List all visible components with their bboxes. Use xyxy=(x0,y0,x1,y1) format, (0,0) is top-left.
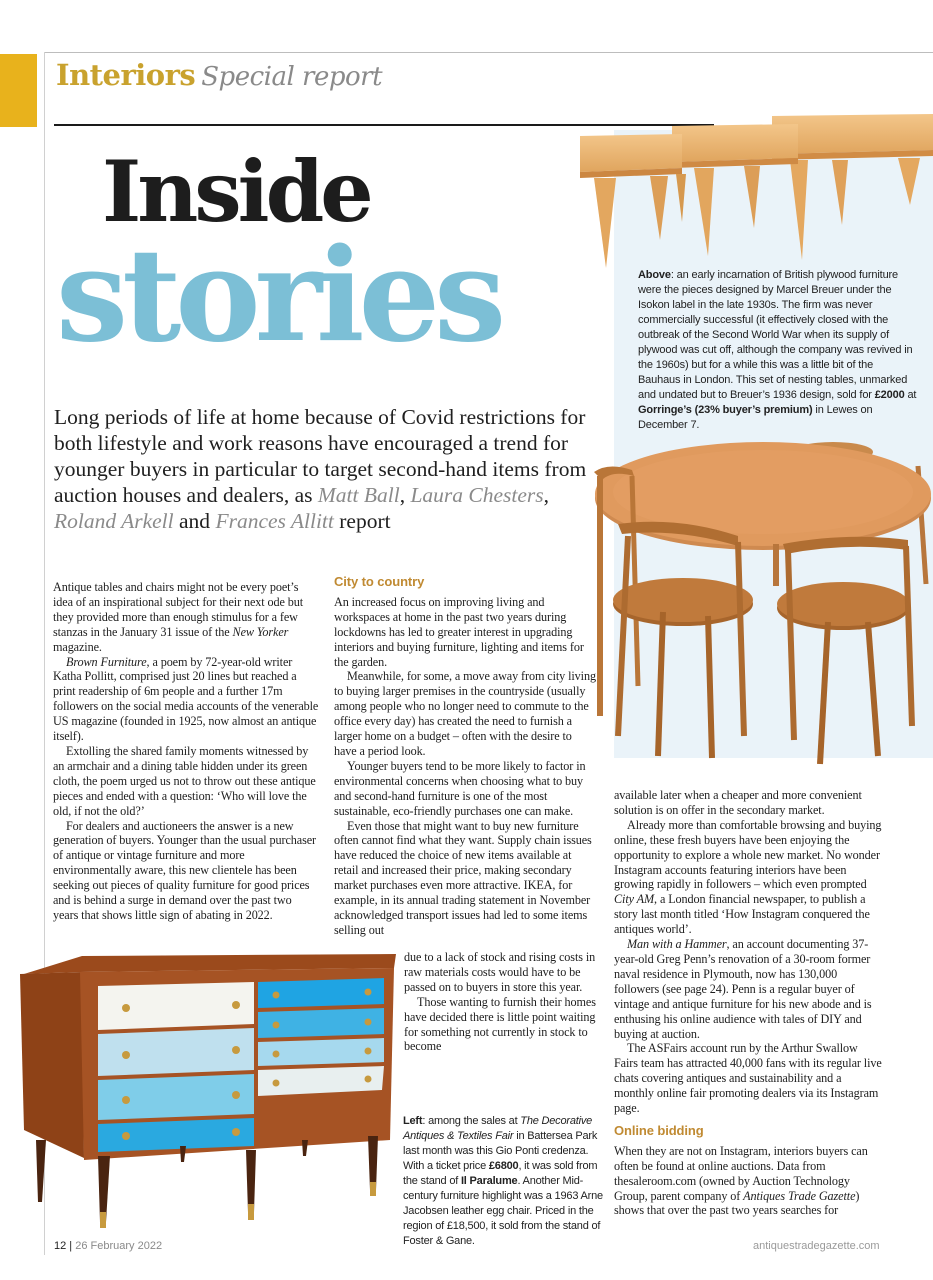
paragraph-text: , a poem by 72-year-old writer Katha Pollitt, comprised just 20 lines but reached a print readership of 6m people and a further 17m followers on the social media accounts of the venerable US magazine (founded in 1925, now almost an antique itself). xyxy=(53,654,319,744)
poem-title: Brown Furniture xyxy=(66,654,147,669)
section-subtitle: Special report xyxy=(201,62,383,92)
caption-text: : an early incarnation of British plywood furniture were the pieces designed by Marcel Breuer under the Isokon label in the late 1930s. The firm was never commercially successful (it effectively closed with the outbreak of the Second World War when its supply of plywood was cut off, although the company was revived in the 1960s) but for a while this was a little bit of the Bauhaus in London. This set of nesting tables, unmarked and undated but to Breuer’s 1936 design, sold for xyxy=(638,269,913,401)
headline-line-2: stories xyxy=(56,221,501,371)
paragraph-text: magazine. xyxy=(53,639,102,654)
paragraph xyxy=(53,580,319,655)
byline-separator: and xyxy=(173,509,216,533)
byline-author: Roland Arkell xyxy=(54,509,174,533)
paragraph: due to a lack of stock and rising costs in raw materials costs would have to be passed on to buyers in store this year. xyxy=(404,950,596,994)
section-name: Interiors xyxy=(56,58,196,92)
dining-table-chairs-photo xyxy=(588,436,933,768)
caption-auction-house: Gorringe’s (23% buyer’s premium) xyxy=(638,404,813,416)
standfirst-end: report xyxy=(333,509,391,533)
caption-text: in Lewes on December 7. xyxy=(638,404,873,431)
body-column-3 xyxy=(614,788,884,1218)
paragraph-text: ) shows that over the past two years searches for xyxy=(614,1188,860,1218)
paragraph: Meanwhile, for some, a move away from city living to buying larger premises in the countryside (usually among people who no longer need to commute to the office every day) has created the need to furnish a larger home on a budget – often with the desire to have a period look. xyxy=(334,669,596,758)
byline-separator: , xyxy=(543,483,550,507)
caption-fair-name: The Decorative Antiques & Textiles Fair xyxy=(403,1115,593,1142)
body-column-2-continued xyxy=(404,950,596,1054)
caption-text: , it was sold from the stand of xyxy=(403,1160,598,1187)
standfirst xyxy=(54,404,594,534)
byline-separator: , xyxy=(399,483,411,507)
account-title: Man with a Hammer xyxy=(627,937,727,952)
caption-price: £2000 xyxy=(874,389,905,401)
nesting-tables-photo xyxy=(576,110,933,270)
paragraph: Those wanting to furnish their homes have decided there is little point waiting for something not currently in stock to become xyxy=(404,994,596,1054)
publication-title: Antiques Trade Gazette xyxy=(743,1188,856,1203)
caption-lead: Above xyxy=(638,269,671,281)
byline-author: Laura Chesters xyxy=(410,483,544,507)
body-column-1 xyxy=(53,580,319,923)
headline-line-1: Inside xyxy=(102,142,370,241)
paragraph: An increased focus on improving living and workspaces at home in the past two years during lockdowns has led to greater interest in upgrading interiors and buying furniture, lighting and items for the garden. xyxy=(334,594,584,669)
standfirst-text: Long periods of life at home because of Covid restrictions for both lifestyle and work reasons have encouraged a trend for younger buyers in particular to target second-hand items from auction houses and dealers, as xyxy=(54,405,587,507)
byline-author: Frances Allitt xyxy=(215,509,334,533)
paragraph: The ASFairs account run by the Arthur Swallow Fairs team has attracted 40,000 fans with its regular live chats covering antiques and sustainability and a monthly online fair promoting dealers via its Instagram page. xyxy=(614,1041,882,1116)
caption-price: £6800 xyxy=(488,1160,519,1172)
subheading: Online bidding xyxy=(614,1122,704,1138)
caption-text: : among the sales at xyxy=(422,1115,521,1127)
paragraph xyxy=(614,1144,884,1219)
paragraph-text: Antique tables and chairs might not be every poet’s idea of an inspirational subject for their next ode but they provided more than enough stimulus for a few stanzas in the January 31 issue of the xyxy=(53,580,304,639)
section-header xyxy=(56,58,382,92)
paragraph xyxy=(614,937,884,1041)
caption-left xyxy=(403,1114,603,1249)
caption-text: at xyxy=(904,389,917,401)
magazine-title: New Yorker xyxy=(232,624,289,639)
paragraph: Extolling the shared family moments witnessed by an armchair and a dining table hidden under its green cloth, the poem urged us not to throw out these antique pieces and ended with a question: ‘Who will love the old, if not the old?’ xyxy=(53,743,316,818)
page-folio xyxy=(54,1240,162,1252)
caption-text: . Another Mid-century furniture highlight was a 1963 Arne Jacobsen leather egg chair. Priced in the region of £18,500, it sold from the stand of Foster & Gane. xyxy=(403,1175,603,1247)
gio-ponti-credenza-photo xyxy=(18,950,398,1232)
paragraph-text: , an account documenting 37-year-old Greg Penn’s renovation of a 30-room former naval residence in Plymouth, now has 130,000 followers (see page 24). Penn is a regular buyer of vintage and antique furniture for his new abode and is enthusing his online audience with tales of DIY and buying at auction. xyxy=(614,937,872,1041)
website-url: antiquestradegazette.com xyxy=(753,1240,880,1252)
caption-lead: Left xyxy=(403,1115,423,1127)
paragraph: For dealers and auctioneers the answer is a new generation of buyers. Younger than the usual purchaser of antique or vintage furniture and more environmentally aware, this new clientele has been seeking out pieces of quality furniture for good prices and is behind a surge in demand over the past two years that shows little sign of abating in 2022. xyxy=(53,818,316,922)
paragraph-text: When they are not on Instagram, interiors buyers can often be found at online auctions. Data from thesaleroom.com (owned by Auction Technology Group, parent company of xyxy=(614,1143,868,1203)
paragraph: Even those that might want to buy new furniture often cannot find what they want. Supply chain issues have reduced the choice of new items available at retail and increased their price, making secondary market purchases even more attractive. IKEA, for example, in its annual trading statement in November acknowledged transport issues had led to some items selling out xyxy=(334,818,592,937)
paragraph xyxy=(53,655,319,744)
top-rule xyxy=(44,52,933,53)
section-color-tab xyxy=(0,54,37,127)
caption-above xyxy=(638,268,918,433)
paragraph: Younger buyers tend to be more likely to factor in environmental concerns when choosing what to buy and second-hand furniture is one of the most sustainable, eco-friendly purchases one can make. xyxy=(334,758,586,818)
publication-title: City AM xyxy=(614,892,655,907)
paragraph: available later when a cheaper and more convenient solution is on offer in the secondary market. xyxy=(614,788,862,817)
byline-author: Matt Ball xyxy=(317,483,400,507)
paragraph-text: Already more than comfortable browsing and buying online, these fresh buyers have been enjoying the opportunity to explore a whole new market. No wonder Instagram accounts featuring interiors have been growing rapidly in followers – which even prompted xyxy=(614,817,882,892)
paragraph xyxy=(614,818,884,937)
subheading: City to country xyxy=(334,574,425,589)
folio-separator: | xyxy=(66,1240,76,1252)
body-column-2 xyxy=(334,575,596,938)
issue-date: 26 February 2022 xyxy=(75,1240,163,1252)
page-number: 12 xyxy=(54,1240,67,1252)
caption-dealer: Il Paralume xyxy=(460,1175,518,1187)
caption-text: in Battersea Park last month was this Gio Ponti credenza. With a ticket price xyxy=(403,1130,598,1172)
paragraph-text: , a London financial newspaper, to publish a story last month titled ‘How Instagram conquered the antiques world’. xyxy=(614,892,870,937)
